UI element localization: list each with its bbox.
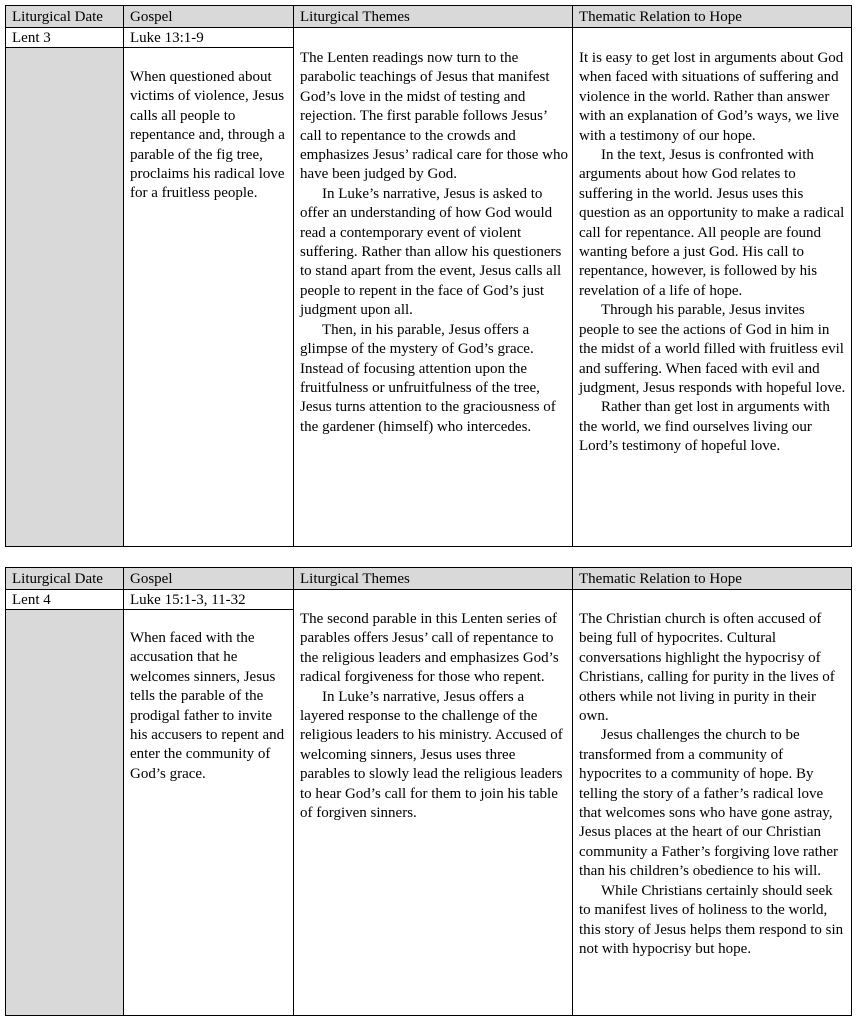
liturgical-date-shaded-cell [6,610,123,1015]
liturgical-date-shaded-cell [6,48,123,546]
hope-relation-cell [572,590,851,1015]
hope-paragraph: Jesus challenges the church to be transformed from a community of hypocrites to a community of hope. By telling the story of a father’s radical love that welcomes sons who have gone astray, Jesus places at the heart of our Christian community a Father’s forgiving love rather than his children’s obedience to his will. [579,727,838,880]
gospel-summary-cell [123,48,293,546]
hope-relation-cell [572,28,851,546]
header-liturgical-date: Liturgical Date [6,568,123,590]
gospel-summary: When questioned about victims of violence, Jesus calls all people to repentance and, through a parable of the fig tree, proclaims his radical love for a fruitless people. [130,69,285,202]
gospel-reference: Luke 13:1-9 [123,28,293,48]
gospel-summary: When faced with the accusation that he welcomes sinners, Jesus tells the parable of the prodigal father to invite his accusers to repent and enter the community of God’s grace. [130,630,285,782]
header-thematic-relation-to-hope: Thematic Relation to Hope [572,6,851,28]
lent-3-table [5,5,852,547]
hope-paragraph: Through his parable, Jesus invites people to see the actions of God in him in the midst of a world filled with fruitless evil and suffering. When faced with evil and judgment, Jesus responds with hopeful love. [579,302,846,396]
themes-paragraph: The second parable in this Lenten series of parables offers Jesus’ call of repentance to the religious leaders and emphasizes God’s radical forgiveness for those who repent. [300,611,559,686]
lent-4-table [5,567,852,1016]
header-gospel: Gospel [123,568,293,590]
header-liturgical-themes: Liturgical Themes [293,6,572,28]
themes-paragraph: Then, in his parable, Jesus offers a glimpse of the mystery of God’s grace. Instead of focusing attention upon the fruitfulness or unfruitfulness of the tree, Jesus turns attention to the graciousness of the gardener (himself) who intercedes. [300,321,556,435]
gospel-reference: Luke 15:1-3, 11-32 [123,590,293,610]
hope-paragraph: Rather than get lost in arguments with the world, we find ourselves living our Lord’s testimony of hopeful love. [579,399,830,455]
hope-paragraph: In the text, Jesus is confronted with arguments about how God relates to suffering in the world. Jesus uses this question as an opportunity to make a radical call for repentance. All people are found wanting before a just God. His call to repentance, however, is followed by his revelation of a life of hope. [579,147,845,299]
themes-paragraph: In Luke’s narrative, Jesus offers a layered response to the challenge of the religious leaders to his ministry. Accused of welcoming sinners, Jesus uses three parables to slowly lead the religious leaders to hear God’s call for them to join his table of forgiven sinners. [300,688,563,822]
header-thematic-relation-to-hope: Thematic Relation to Hope [572,568,851,590]
liturgical-themes-cell [293,28,572,546]
hope-paragraph: While Christians certainly should seek to manifest lives of holiness to the world, this story of Jesus helps them respond to sin not with hypocrisy but hope. [579,882,844,957]
hope-paragraph: It is easy to get lost in arguments about God when faced with situations of suffering and violence in the world. Rather than answer with an explanation of God’s ways, we live with a testimony of our hope. [579,50,844,144]
hope-paragraph: The Christian church is often accused of being full of hypocrites. Cultural conversations highlight the hypocrisy of Christians, calling for purity in the lives of others while not living in purity in their own. [579,611,835,725]
liturgical-date-cell: Lent 4 [6,590,123,610]
header-liturgical-themes: Liturgical Themes [293,568,572,590]
header-gospel: Gospel [123,6,293,28]
liturgical-date-cell: Lent 3 [6,28,123,48]
themes-paragraph: The Lenten readings now turn to the parabolic teachings of Jesus that manifest God’s love in the midst of testing and rejection. The first parable follows Jesus’ call to repentance to the crowds and emphasizes Jesus’ radical care for those who have been judged by God. [300,50,568,183]
liturgical-themes-cell [293,590,572,1015]
gospel-summary-cell [123,610,293,1015]
header-liturgical-date: Liturgical Date [6,6,123,28]
themes-paragraph: In Luke’s narrative, Jesus is asked to offer an understanding of how God would read a contemporary event of violent suffering. Rather than allow his questioners to stand apart from the event, Jesus calls all people to repent in the face of God’s just judgment upon all. [300,185,562,319]
